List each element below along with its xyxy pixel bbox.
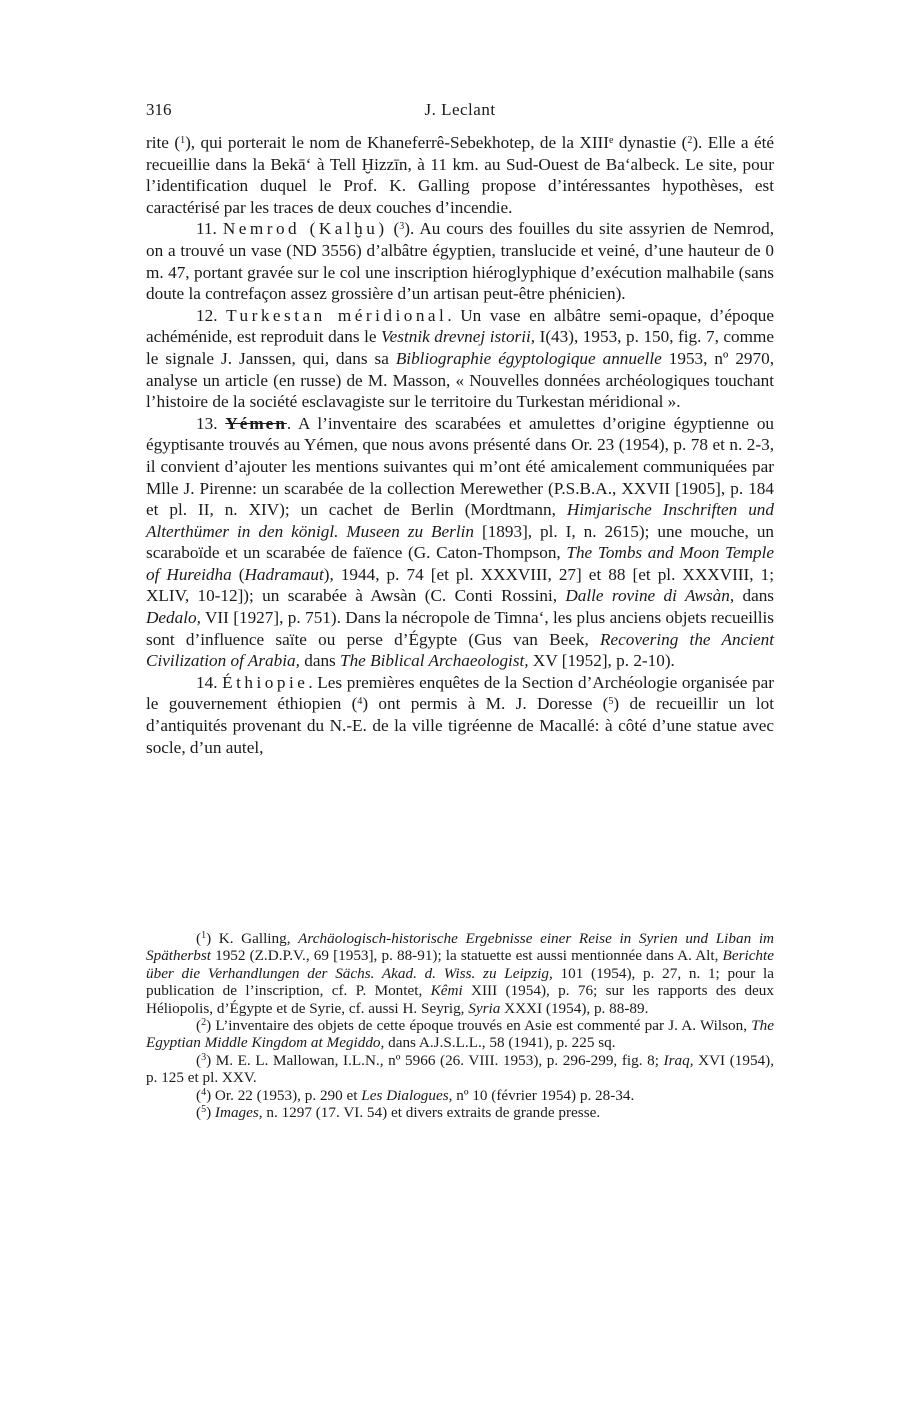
footnote-ref-2[interactable]: 2: [687, 135, 693, 146]
page-header: [146, 100, 774, 124]
footnote-4: ($^4$) Or. 22 (1953), p. 290 et Les Dialogues, nº 10 (février 1954) p. 28-34.: [196, 1086, 635, 1104]
running-head: J. Leclant: [424, 100, 496, 119]
section-number: 14.: [196, 672, 218, 692]
paragraph-continued: rite ($^1$), qui porterait le nom de Khaneferrê-Sebekhotep, de la XIIIe dynastie ($^2$). Elle a été recueillie dans la Bekā‘ à Tell Ḫizzīn, à 11 km. au Sud-Ouest de Ba‘albeck. Le site, pour l’identification duquel le Prof. K. Galling propose d’intéressantes hypothèses, est caractérisé par les traces de deux couches d’incendie.: [146, 133, 774, 217]
footnote-ref-3[interactable]: 3: [399, 221, 405, 233]
main-text: [146, 132, 774, 758]
footnote-ref-4[interactable]: 4: [357, 696, 363, 708]
footnote-ref-1[interactable]: 1: [180, 135, 186, 146]
footnote-1: ($^1$) K. Galling, Archäologisch-historische Ergebnisse einer Reise in Syrien und Liban im Spätherbst 1952 (Z.D.P.V., 69 [1953], p. 88-91); la statuette est aussi mentionnée dans A. Alt, Berichte über die Verhandlungen der Sächs. Akad. d. Wiss. zu Leipzig, 101 (1954), p. 27, n. 1; pour la publication de l’inscription, cf. P. Montet, Kêmi XIII (1954), p. 76; sur les rapports des deux Héliopolis, d’Égypte et de Syrie, cf. aussi H. Seyrig, Syria XXXI (1954), p. 88-89.: [146, 930, 775, 1017]
page-number: 316: [146, 100, 172, 119]
section-title: Éthiopie: [222, 672, 309, 692]
section-14: 14. Éthiopie. Les premières enquêtes de la Section d’Archéologie organisée par le gouvernement éthiopien ($^4$) ont permis à M. J. Doresse ($^5$) de recueillir un lot d’antiquités provenant du N.-E. de la ville tigréenne de Macallé: à côté d’une statue avec socle, d’un autel,: [146, 672, 774, 757]
footnote-3: ($^3$) M. E. L. Mallowan, I.L.N., nº 5966 (26. VIII. 1953), p. 296-299, fig. 8; Iraq, XVI (1954), p. 125 et pl. XXV.: [146, 1051, 775, 1087]
section-title: Nemrod (Kalḫu): [222, 219, 388, 239]
footnote-5: ($^5$) Images, n. 1297 (17. VI. 54) et divers extraits de grande presse.: [196, 1104, 601, 1122]
section-number: 12.: [196, 305, 218, 325]
footnote-2: ($^2$) L’inventaire des objets de cette époque trouvés en Asie est commenté par J. A. Wilson, The Egyptian Middle Kingdom at Megiddo, dans A.J.S.L.L., 58 (1941), p. 225 sq.: [146, 1017, 774, 1052]
footnote-ref-5[interactable]: 5: [608, 696, 614, 708]
section-11: 11. Nemrod (Kalḫu) ($^3$). Au cours des fouilles du site assyrien de Nemrod, on a trouvé un vase (ND 3556) d’albâtre égyptien, translucide et veiné, d’une hauteur de 0 m. 47, portant gravée sur le col une inscription hiéroglyphique d’exécution malhabile (sans doute la contrefaçon assez grossière d’un artisan peut-être phénicien).: [146, 219, 774, 304]
footnotes: [146, 930, 774, 1121]
section-12: 12. Turkestan méridional. Un vase en albâtre semi-opaque, d’époque achéménide, est reproduit dans le Vestnik drevnej istorii, I(43), 1953, p. 150, fig. 7, comme le signale J. Janssen, qui, dans sa Bibliographie égyptologique annuelle 1953, nº 2970, analyse un article (en russe) de M. Masson, « Nouvelles données archéologiques touchant l’histoire de la société esclavagiste sur le territoire du Turkestan méridional ».: [146, 305, 775, 412]
section-title-struck: Yémen: [225, 413, 287, 433]
section-number: 13.: [196, 413, 218, 433]
section-title: Turkestan méridional: [226, 305, 448, 325]
section-13: 13. Yémen. A l’inventaire des scarabées et amulettes d’origine égyptienne ou égyptisante trouvés au Yémen, que nous avons présenté dans Or. 23 (1954), p. 78 et n. 2-3, il convient d’ajouter les mentions suivantes qui m’ont été amicalement communiquées par Mlle J. Pirenne: un scarabée de la collection Merewether (P.S.B.A., XXVII [1905], p. 184 et pl. II, n. XIV); un cachet de Berlin (Mordtmann, Himjarische Inschriften und Alterthümer in den königl. Museen zu Berlin [1893], pl. I, n. 2615); une mouche, un scaraboïde et un scarabée de faïence (G. Caton-Thompson, The Tombs and Moon Temple of Hureidha (Hadramaut), 1944, p. 74 [et pl. XXXVIII, 27] et 88 [et pl. XXXVIII, 1; XLIV, 10-12]); un scarabée à Awsàn (C. Conti Rossini, Dalle rovine di Awsàn, dans Dedalo, VII [1927], p. 751). Dans la nécropole de Timna‘, les plus anciens objets recueillis sont d’influence saïte ou perse d’Égypte (Gus van Beek, Recovering the Ancient Civilization of Arabia, dans The Biblical Archaeologist, XV [1952], p. 2-10).: [146, 413, 775, 671]
section-number: 11.: [196, 219, 217, 239]
